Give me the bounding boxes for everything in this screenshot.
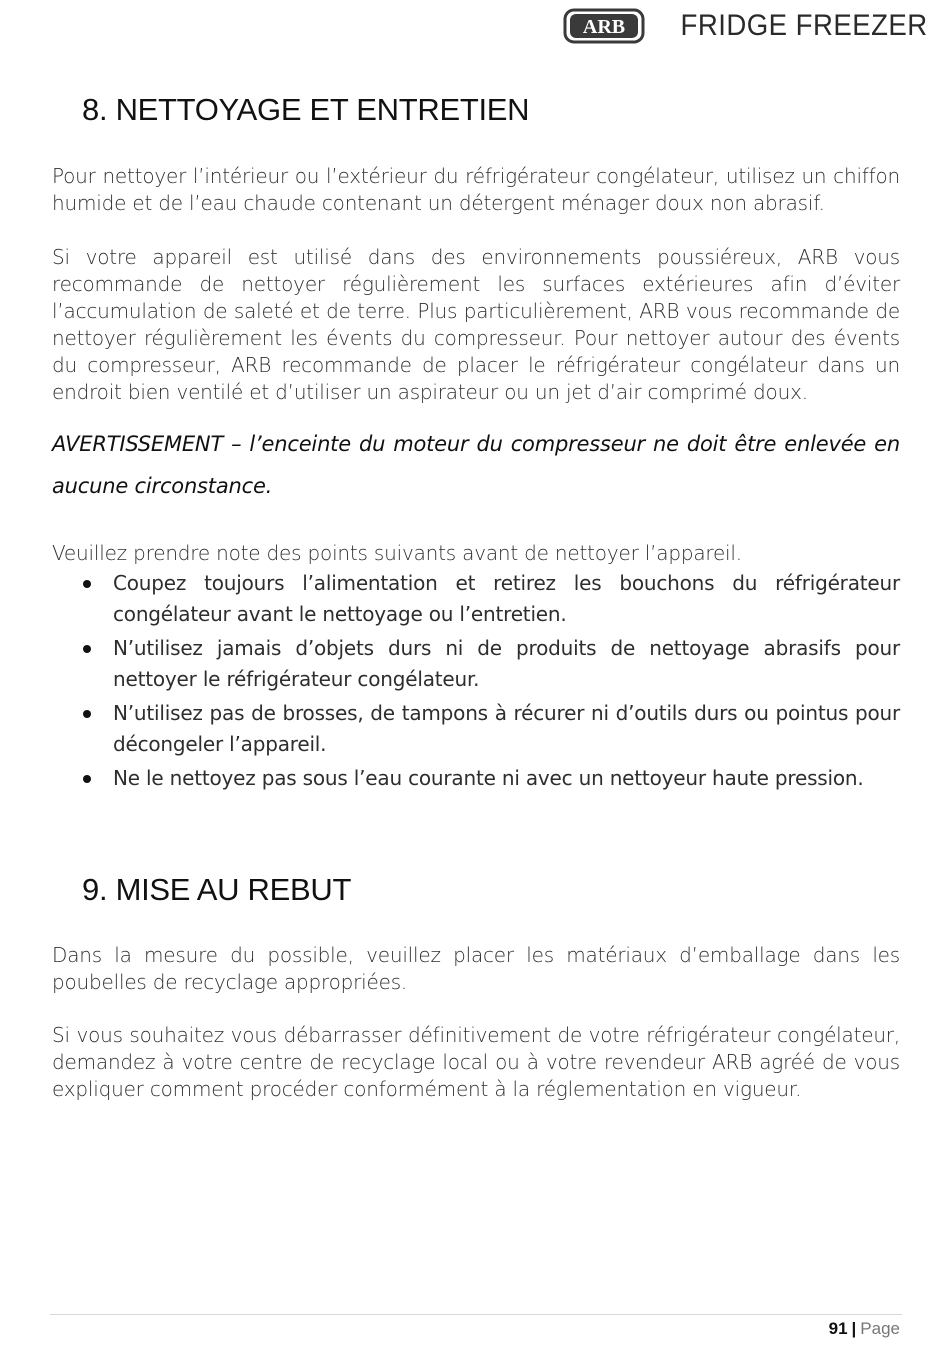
page-footer	[829, 1319, 900, 1339]
page-header	[563, 8, 928, 44]
warning-text: AVERTISSEMENT – l’enceinte du moteur du compresseur ne doit être enlevée en aucune circonstance.	[52, 432, 900, 498]
section-9-para-1: Dans la mesure du possible, veuillez placer les matériaux d’emballage dans les poubelles de recyclage appropriées.	[52, 943, 900, 994]
section-8-para-1-block	[52, 163, 900, 217]
cleaning-intro: Veuillez prendre note des points suivants avant de nettoyer l’appareil.	[52, 541, 742, 565]
section-8-heading: 8. NETTOYAGE ET ENTRETIEN	[82, 92, 530, 127]
section-8-para-2-block	[52, 244, 900, 406]
bullet-icon	[83, 710, 91, 718]
section-9-para-1-block	[52, 942, 900, 996]
cleaning-bullet-list	[52, 568, 900, 794]
list-item	[52, 698, 900, 760]
page-label: Page	[860, 1319, 900, 1338]
list-item-text: Ne le nettoyez pas sous l’eau courante ni avec un nettoyeur haute pression.	[113, 766, 864, 790]
section-9-para-2: Si vous souhaitez vous débarrasser définitivement de votre réfrigérateur congélateur, demandez à votre centre de recyclage local ou à votre revendeur ARB agréé de vous expliquer comment procéder conformément à la réglementation en vigueur.	[52, 1023, 900, 1101]
bullet-icon	[83, 645, 91, 653]
bullet-icon	[83, 775, 91, 783]
header-title: FRIDGE FREEZER	[680, 9, 928, 42]
list-item-text: N’utilisez pas de brosses, de tampons à récurer ni d’outils durs ou pointus pour décongeler l’appareil.	[113, 701, 900, 756]
section-9-heading: 9. MISE AU REBUT	[82, 872, 352, 907]
arb-logo	[563, 8, 645, 44]
section-8-para-2: Si votre appareil est utilisé dans des environnements poussiéreux, ARB vous recommande de nettoyer régulièrement les surfaces extérieures afin d’éviter l’accumulation de saleté et de terre. Plus particulièrement, ARB vous recommande de nettoyer régulièrement les évents du compresseur. Pour nettoyer autour des évents du compresseur, ARB recommande de placer le réfrigérateur congélateur dans un endroit bien ventilé et d’utiliser un aspirateur ou un jet d’air comprimé doux.	[52, 245, 900, 404]
list-item	[52, 633, 900, 695]
footer-separator: |	[851, 1319, 857, 1338]
footer-divider	[50, 1314, 902, 1315]
section-8-para-1: Pour nettoyer l’intérieur ou l’extérieur du réfrigérateur congélateur, utilisez un chiffon humide et de l’eau chaude contenant un détergent ménager doux non abrasif.	[52, 164, 900, 215]
list-item-text: N’utilisez jamais d’objets durs ni de produits de nettoyage abrasifs pour nettoyer le réfrigérateur congélateur.	[113, 636, 900, 691]
page-number: 91	[828, 1319, 848, 1338]
section-9-para-2-block	[52, 1022, 900, 1103]
warning-block	[52, 423, 900, 507]
list-item	[52, 568, 900, 630]
arb-logo-text: ARB	[583, 16, 626, 38]
bullet-icon	[83, 580, 91, 588]
cleaning-notes	[52, 540, 900, 797]
list-item	[52, 763, 900, 794]
list-item-text: Coupez toujours l’alimentation et retirez les bouchons du réfrigérateur congélateur avant le nettoyage ou l’entretien.	[113, 571, 900, 626]
